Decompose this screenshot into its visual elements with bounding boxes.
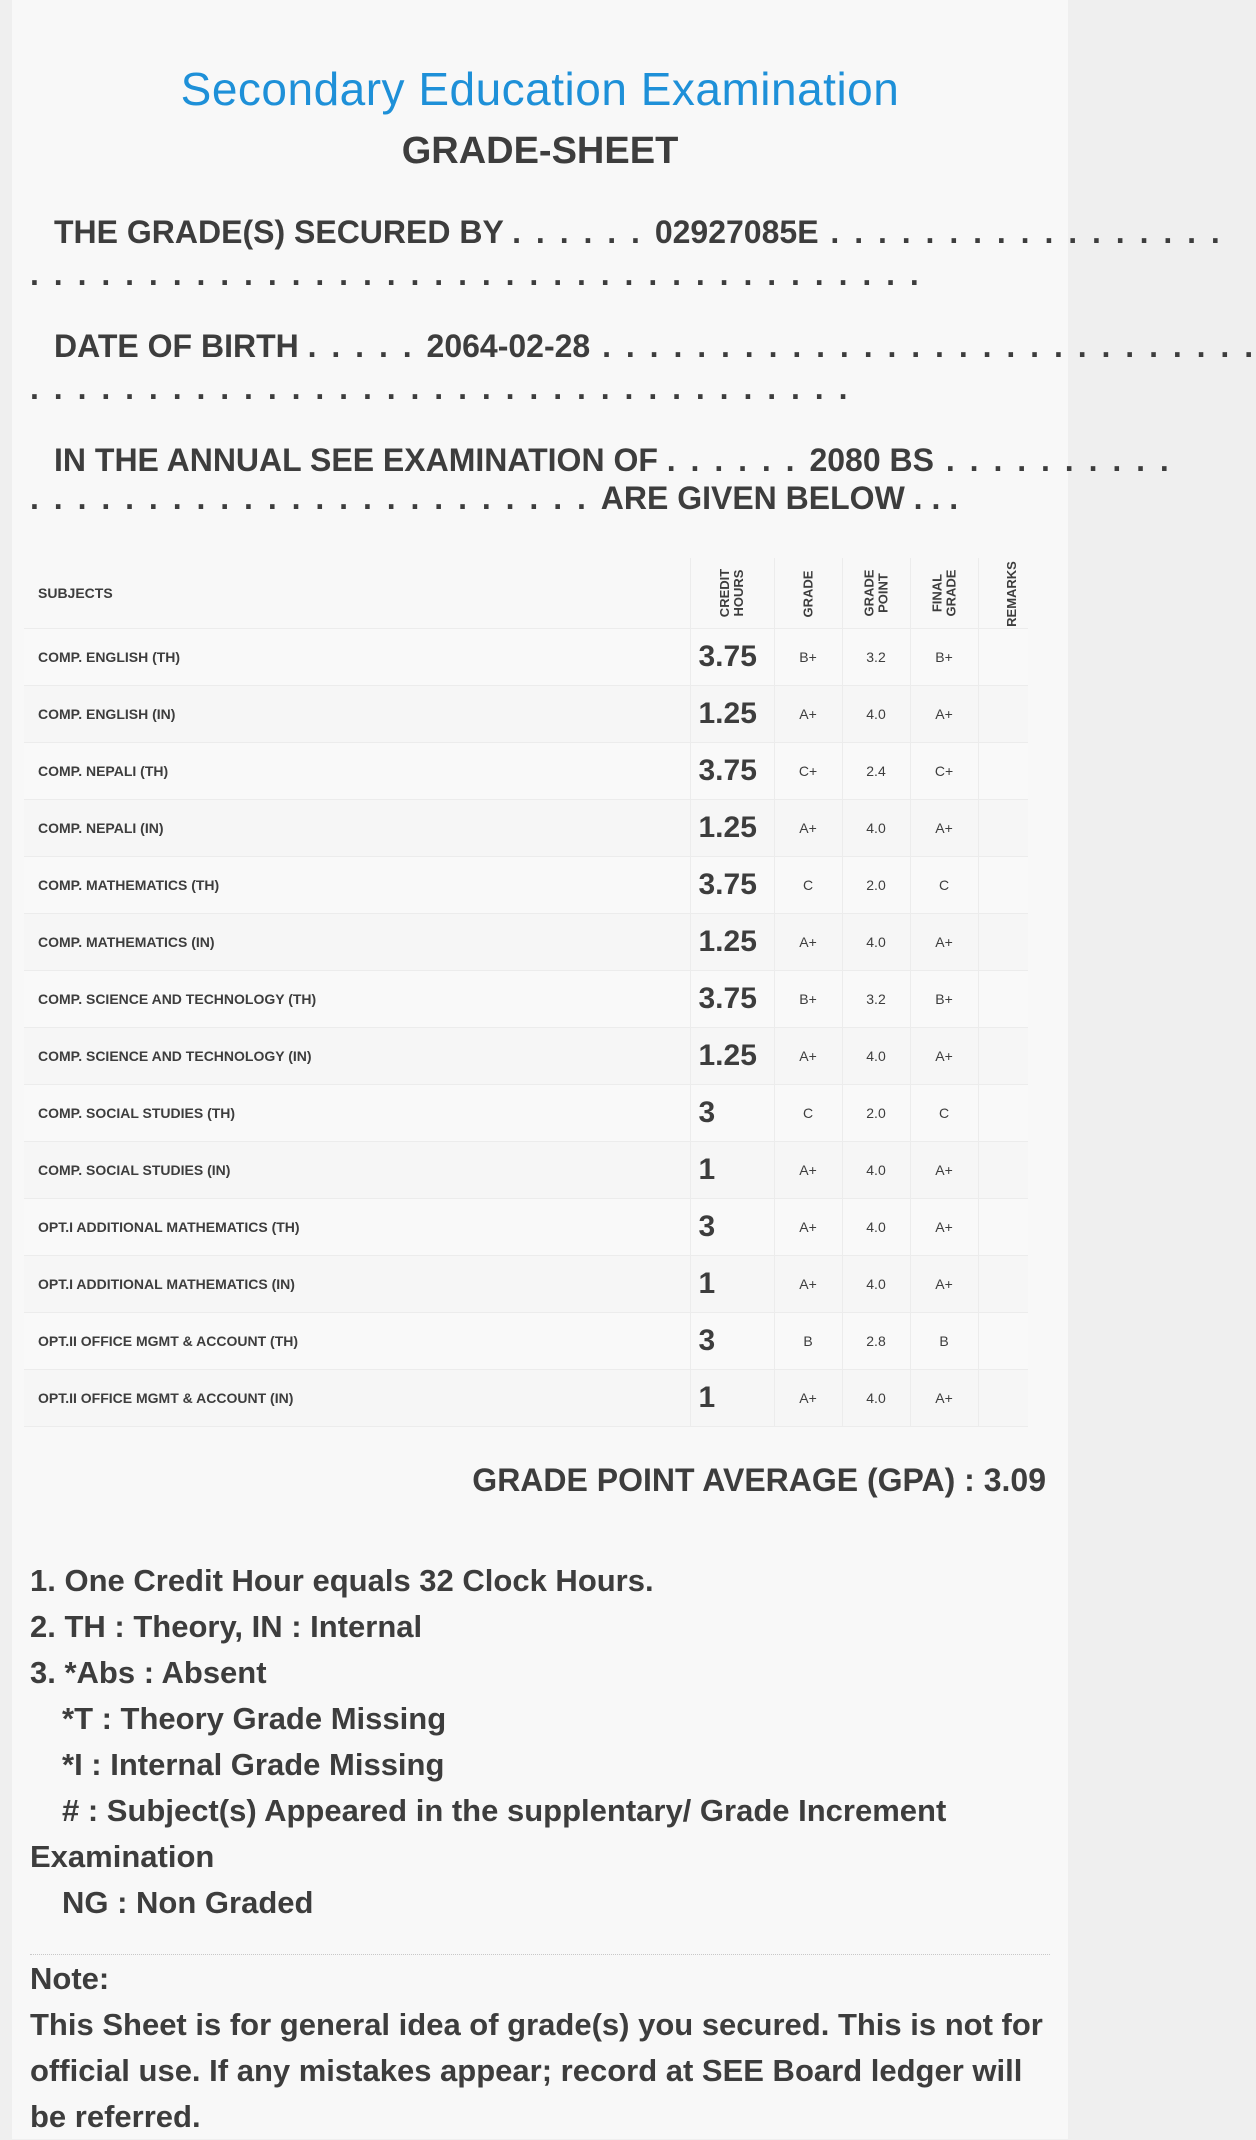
footnote-line: NG : Non Graded — [62, 1885, 314, 1920]
grade-cell: C+ — [774, 743, 842, 800]
grade-header: GRADE — [774, 558, 842, 629]
credit-cell: 3.75 — [690, 743, 774, 800]
subjects-header: SUBJECTS — [24, 558, 690, 629]
grade-cell: A+ — [774, 1142, 842, 1199]
credit-cell: 3 — [690, 1313, 774, 1370]
remarks-cell — [978, 914, 1028, 971]
grade-point-cell: 4.0 — [842, 1199, 910, 1256]
grade-point-cell: 2.0 — [842, 857, 910, 914]
table-row — [24, 1313, 1028, 1370]
final-grade-cell: A+ — [910, 1256, 978, 1313]
credit-cell: 3 — [690, 1199, 774, 1256]
secured-by-line: THE GRADE(S) SECURED BY . . . . . . 02927085E . . . . . . . . . . . . . . . . . — [54, 214, 1223, 250]
gpa-summary: GRADE POINT AVERAGE (GPA) : 3.09 — [472, 1462, 1046, 1498]
dob-value: 2064-02-28 — [426, 328, 591, 364]
exam-year: 2080 BS — [809, 442, 934, 478]
grade-cell: A+ — [774, 686, 842, 743]
exam-label: IN THE ANNUAL SEE EXAMINATION OF — [54, 442, 658, 478]
footnote-line: 1. One Credit Hour equals 32 Clock Hours. — [30, 1563, 654, 1598]
grade-cell: A+ — [774, 800, 842, 857]
credit-hours-header: CREDIT HOURS — [690, 558, 774, 629]
final-grade-cell: A+ — [910, 1028, 978, 1085]
grades-table — [24, 558, 1028, 1427]
symbol-number: 02927085E — [654, 214, 819, 250]
grade-point-cell: 3.2 — [842, 629, 910, 686]
table-row — [24, 914, 1028, 971]
final-grade-header: FINAL GRADE — [910, 558, 978, 629]
subject-cell: OPT.II OFFICE MGMT & ACCOUNT (IN) — [24, 1370, 690, 1427]
final-grade-cell: A+ — [910, 914, 978, 971]
subject-cell: COMP. NEPALI (IN) — [24, 800, 690, 857]
table-row — [24, 1370, 1028, 1427]
credit-cell: 1.25 — [690, 1028, 774, 1085]
final-grade-cell: B — [910, 1313, 978, 1370]
grade-point-header: GRADE POINT — [842, 558, 910, 629]
dob-line: DATE OF BIRTH . . . . . 2064-02-28 . . . . . . . . . . . . . . . . . . . . . . . . . . . . — [54, 328, 1256, 364]
remarks-cell — [978, 1085, 1028, 1142]
grade-point-cell: 4.0 — [842, 686, 910, 743]
table-row — [24, 1142, 1028, 1199]
remarks-cell — [978, 971, 1028, 1028]
grade-point-cell: 4.0 — [842, 800, 910, 857]
remarks-cell — [978, 629, 1028, 686]
remarks-cell — [978, 1256, 1028, 1313]
table-row — [24, 1085, 1028, 1142]
grade-point-cell: 2.0 — [842, 1085, 910, 1142]
grade-point-cell: 4.0 — [842, 1028, 910, 1085]
credit-cell: 3.75 — [690, 857, 774, 914]
final-grade-cell: A+ — [910, 1142, 978, 1199]
table-row — [24, 800, 1028, 857]
secured-by-line-dots: . . . . . . . . . . . . . . . . . . . . . . . . . . . . . . . . . . . . . . — [30, 256, 922, 292]
grade-cell: C — [774, 1085, 842, 1142]
final-grade-cell: A+ — [910, 1370, 978, 1427]
subject-cell: COMP. ENGLISH (IN) — [24, 686, 690, 743]
final-grade-cell: B+ — [910, 629, 978, 686]
subject-cell: COMP. ENGLISH (TH) — [24, 629, 690, 686]
footnote-line: *T : Theory Grade Missing — [62, 1701, 447, 1736]
final-grade-cell: C — [910, 857, 978, 914]
table-row — [24, 743, 1028, 800]
final-grade-cell: A+ — [910, 1199, 978, 1256]
given-below: ARE GIVEN BELOW . . . — [600, 480, 959, 516]
grade-point-cell: 4.0 — [842, 1142, 910, 1199]
credit-cell: 1 — [690, 1142, 774, 1199]
table-header-row — [24, 558, 1028, 629]
remarks-header: REMARKS — [978, 558, 1028, 629]
grade-cell: A+ — [774, 1256, 842, 1313]
remarks-cell — [978, 1370, 1028, 1427]
remarks-cell — [978, 1199, 1028, 1256]
footnote-line: # : Subject(s) Appeared in the supplentary/ Grade Increment — [62, 1793, 947, 1828]
grade-point-cell: 4.0 — [842, 1370, 910, 1427]
footnote-line: 3. *Abs : Absent — [30, 1655, 267, 1690]
grade-cell: B — [774, 1313, 842, 1370]
grade-cell: A+ — [774, 1370, 842, 1427]
credit-cell: 3 — [690, 1085, 774, 1142]
table-row — [24, 857, 1028, 914]
subject-cell: COMP. NEPALI (TH) — [24, 743, 690, 800]
table-row — [24, 1199, 1028, 1256]
grade-cell: C — [774, 857, 842, 914]
divider — [30, 1954, 1050, 1955]
dob-label: DATE OF BIRTH — [54, 328, 299, 364]
grade-cell: A+ — [774, 1199, 842, 1256]
footnote-line: 2. TH : Theory, IN : Internal — [30, 1609, 423, 1644]
credit-cell: 1.25 — [690, 914, 774, 971]
grade-cell: A+ — [774, 914, 842, 971]
remarks-cell — [978, 743, 1028, 800]
credit-cell: 1.25 — [690, 800, 774, 857]
footnote-line: *I : Internal Grade Missing — [62, 1747, 445, 1782]
remarks-cell — [978, 1313, 1028, 1370]
grade-cell: B+ — [774, 971, 842, 1028]
exam-title: Secondary Education Examination — [180, 63, 900, 115]
final-grade-cell: A+ — [910, 686, 978, 743]
table-row — [24, 1256, 1028, 1313]
dob-line-dots: . . . . . . . . . . . . . . . . . . . . . . . . . . . . . . . . . . . — [30, 370, 851, 406]
table-row — [24, 971, 1028, 1028]
credit-cell: 1 — [690, 1256, 774, 1313]
final-grade-cell: C+ — [910, 743, 978, 800]
subject-cell: OPT.I ADDITIONAL MATHEMATICS (IN) — [24, 1256, 690, 1313]
credit-cell: 3.75 — [690, 971, 774, 1028]
grade-cell: A+ — [774, 1028, 842, 1085]
table-row — [24, 1028, 1028, 1085]
credit-cell: 1 — [690, 1370, 774, 1427]
remarks-cell — [978, 1142, 1028, 1199]
note-text: This Sheet is for general idea of grade(s) you secured. This is not for official use. If any mistakes appear; record at SEE Board ledger will be referred. — [30, 2007, 1043, 2134]
credit-cell: 3.75 — [690, 629, 774, 686]
exam-line: IN THE ANNUAL SEE EXAMINATION OF . . . . . . 2080 BS . . . . . . . . . . — [54, 442, 1172, 478]
exam-line-2: . . . . . . . . . . . . . . . . . . . . . . . . ARE GIVEN BELOW . . . — [30, 480, 959, 516]
subject-cell: OPT.II OFFICE MGMT & ACCOUNT (TH) — [24, 1313, 690, 1370]
grade-sheet — [12, 0, 1256, 2139]
table-row — [24, 686, 1028, 743]
footnotes — [30, 1558, 1060, 1926]
secured-by-label: THE GRADE(S) SECURED BY — [54, 214, 504, 250]
credit-cell: 1.25 — [690, 686, 774, 743]
subject-cell: COMP. SOCIAL STUDIES (IN) — [24, 1142, 690, 1199]
final-grade-cell: C — [910, 1085, 978, 1142]
note-label: Note: — [30, 1961, 110, 1996]
remarks-cell — [978, 800, 1028, 857]
subject-cell: COMP. MATHEMATICS (TH) — [24, 857, 690, 914]
grade-point-cell: 2.4 — [842, 743, 910, 800]
subject-cell: COMP. SOCIAL STUDIES (TH) — [24, 1085, 690, 1142]
table-row — [24, 629, 1028, 686]
grade-point-cell: 2.8 — [842, 1313, 910, 1370]
final-grade-cell: A+ — [910, 800, 978, 857]
subject-cell: COMP. SCIENCE AND TECHNOLOGY (TH) — [24, 971, 690, 1028]
grade-point-cell: 4.0 — [842, 914, 910, 971]
remarks-cell — [978, 1028, 1028, 1085]
grade-point-cell: 4.0 — [842, 1256, 910, 1313]
subject-cell: OPT.I ADDITIONAL MATHEMATICS (TH) — [24, 1199, 690, 1256]
footnote-line: Examination — [30, 1839, 215, 1874]
grade-point-cell: 3.2 — [842, 971, 910, 1028]
grade-cell: B+ — [774, 629, 842, 686]
remarks-cell — [978, 857, 1028, 914]
sheet-title: GRADE-SHEET — [401, 130, 679, 172]
subject-cell: COMP. MATHEMATICS (IN) — [24, 914, 690, 971]
remarks-cell — [978, 686, 1028, 743]
final-grade-cell: B+ — [910, 971, 978, 1028]
subject-cell: COMP. SCIENCE AND TECHNOLOGY (IN) — [24, 1028, 690, 1085]
note-block — [30, 1956, 1060, 2140]
